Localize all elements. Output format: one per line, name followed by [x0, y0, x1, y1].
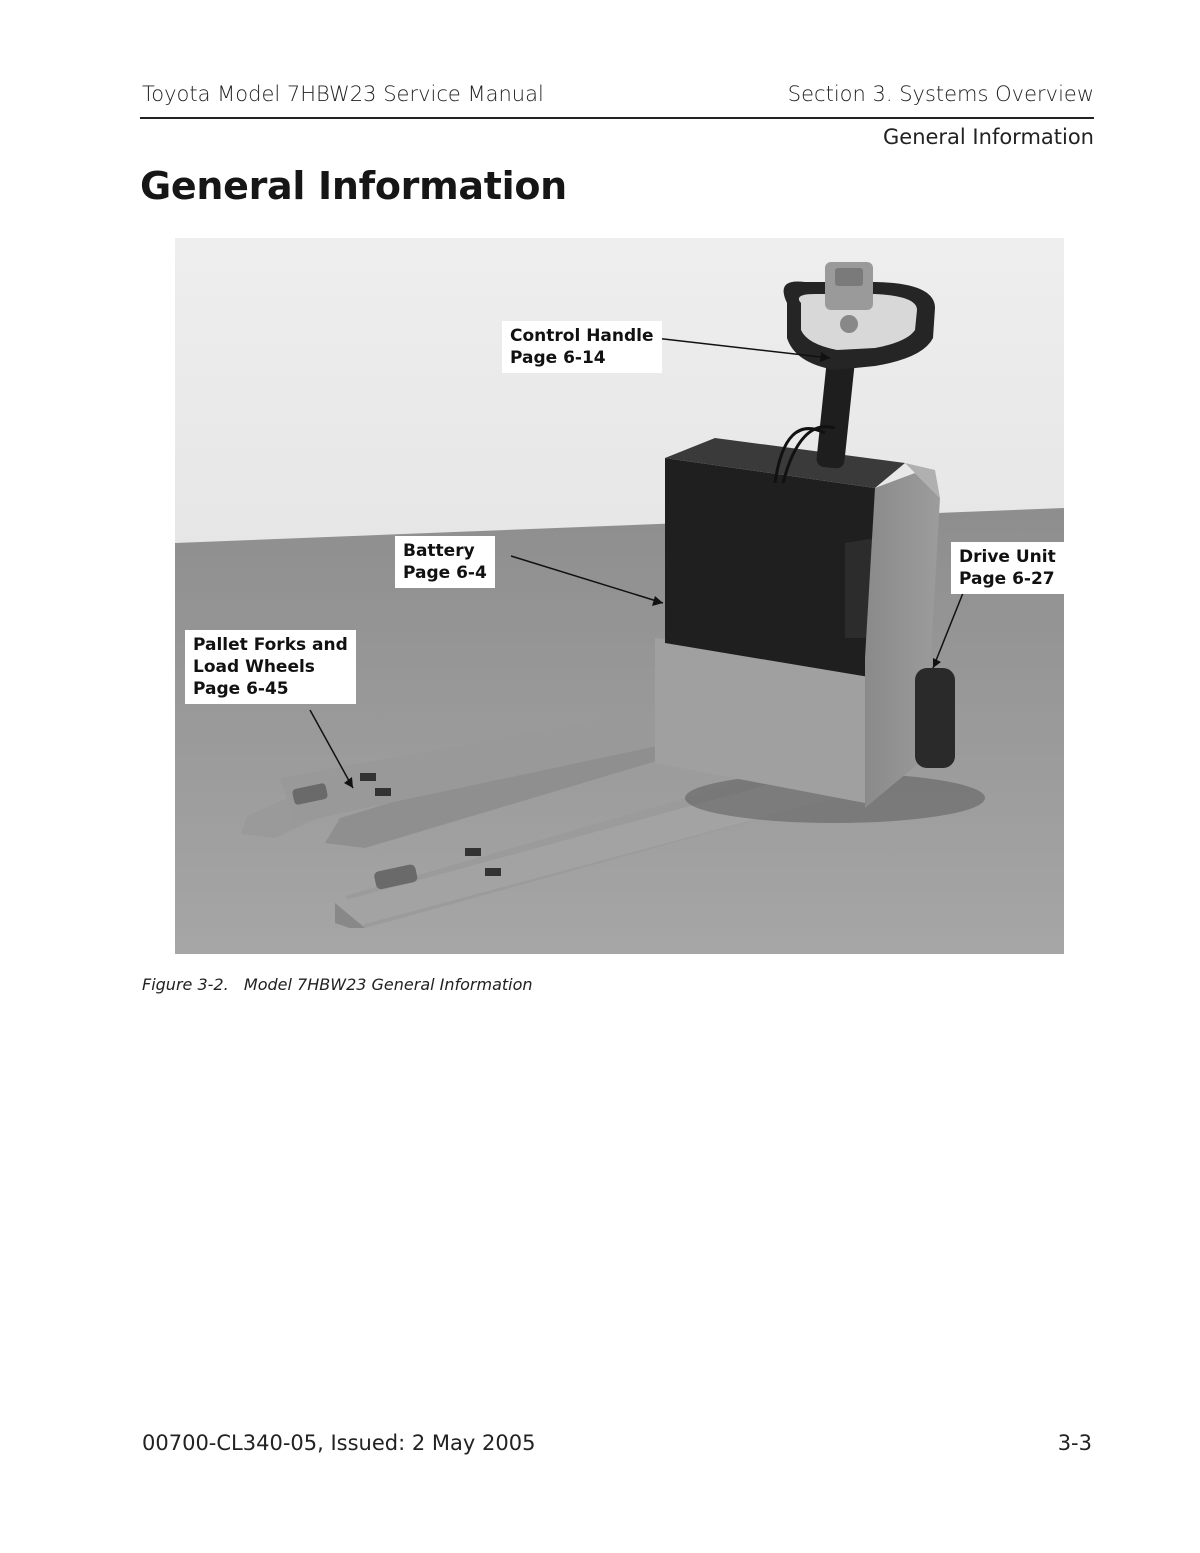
running-header-subsection: General Information — [883, 125, 1094, 149]
callout-pallet-forks — [185, 630, 356, 704]
running-header-section: Section 3. Systems Overview — [787, 82, 1094, 106]
running-header-title: Toyota Model 7HBW23 Service Manual — [142, 82, 544, 106]
callout-battery-line2: Page 6-4 — [403, 563, 487, 583]
callout-drive-unit-line2: Page 6-27 — [959, 569, 1055, 589]
callout-pallet-forks-line2: Load Wheels — [193, 657, 315, 677]
callout-drive-unit — [951, 542, 1064, 594]
page-title: General Information — [140, 164, 567, 208]
callout-control-handle — [502, 321, 662, 373]
footer-page-number: 3-3 — [1057, 1431, 1092, 1455]
header-rule — [140, 117, 1094, 119]
callout-control-handle-line1: Control Handle — [510, 326, 654, 346]
callout-pallet-forks-line3: Page 6-45 — [193, 679, 289, 699]
callout-control-handle-line2: Page 6-14 — [510, 348, 606, 368]
callout-battery — [395, 536, 495, 588]
figure-caption: Figure 3-2. Model 7HBW23 General Information — [142, 975, 533, 994]
footer-document-id: 00700-CL340-05, Issued: 2 May 2005 — [142, 1431, 536, 1455]
pallet-truck-figure — [175, 238, 1064, 954]
callout-battery-line1: Battery — [403, 541, 475, 561]
callout-pallet-forks-line1: Pallet Forks and — [193, 635, 348, 655]
callout-drive-unit-line1: Drive Unit — [959, 547, 1056, 567]
